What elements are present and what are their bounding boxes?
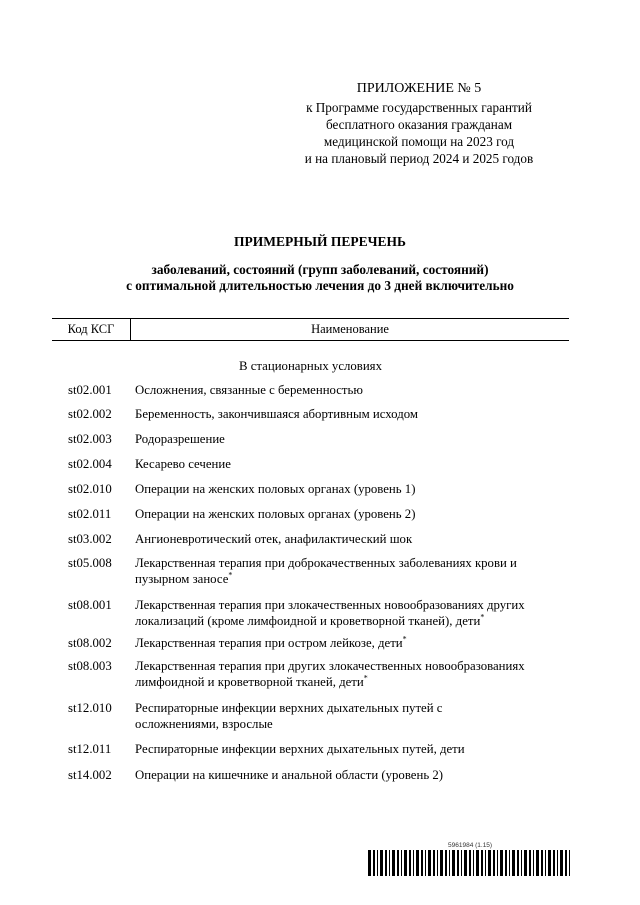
row-name-line: лимфоидной и кроветворной тканей, дети xyxy=(135,675,364,689)
row-name xyxy=(135,635,567,651)
row-name: Беременность, закончившаяся абортивным исходом xyxy=(135,407,418,421)
row-code: st03.002 xyxy=(68,532,112,546)
row-name: Кесарево сечение xyxy=(135,457,231,471)
row-code: st02.003 xyxy=(68,432,112,446)
footnote-mark: * xyxy=(402,634,407,644)
row-code: st08.003 xyxy=(68,659,112,673)
appendix-number: ПРИЛОЖЕНИЕ № 5 xyxy=(356,81,482,96)
row-name-line: осложнениями, взрослые xyxy=(135,717,273,731)
barcode-caption: 5961984 (1.15) xyxy=(448,842,493,849)
subtitle-line: с оптимальной длительностью лечения до 3 дней включительно xyxy=(126,278,514,293)
row-code: st02.002 xyxy=(68,407,112,421)
row-name xyxy=(135,658,567,690)
row-code: st08.001 xyxy=(68,598,112,612)
row-name: Родоразрешение xyxy=(135,432,225,446)
row-name: Ангионевротический отек, анафилактический шок xyxy=(135,532,413,546)
appendix-line: медицинской помощи на 2023 год xyxy=(323,134,515,149)
row-name: Осложнения, связанные с беременностью xyxy=(135,383,363,397)
row-name: Операции на женских половых органах (уровень 1) xyxy=(135,482,416,496)
row-code: st12.011 xyxy=(68,742,112,756)
barcode-image xyxy=(368,850,572,876)
row-code: st14.002 xyxy=(68,768,112,782)
row-code: st12.010 xyxy=(68,701,112,715)
row-name xyxy=(135,597,567,629)
row-code: st02.010 xyxy=(68,482,112,496)
column-header-code: Код КСГ xyxy=(52,319,131,340)
document-subtitle xyxy=(60,262,580,294)
row-code: st02.001 xyxy=(68,383,112,397)
appendix-line: бесплатного оказания гражданам xyxy=(325,117,513,132)
appendix-line: и на плановый период 2024 и 2025 годов xyxy=(304,151,534,166)
row-name-line: локализаций (кроме лимфоидной и кроветворной тканей), дети xyxy=(135,614,481,628)
document-title: ПРИМЕРНЫЙ ПЕРЕЧЕНЬ xyxy=(234,234,406,249)
section-heading: В стационарных условиях xyxy=(239,359,382,373)
row-code: st02.011 xyxy=(68,507,112,521)
appendix-header xyxy=(280,80,558,167)
footnote-mark: * xyxy=(480,612,485,622)
row-name: Операции на кишечнике и анальной области (уровень 2) xyxy=(135,768,444,782)
row-name-line: Лекарственная терапия при других злокачественных новообразованиях xyxy=(135,659,525,673)
row-name-line: Респираторные инфекции верхних дыхательных путей с xyxy=(135,701,443,715)
column-header-name: Наименование xyxy=(311,322,389,336)
appendix-line: к Программе государственных гарантий xyxy=(306,100,532,115)
row-name: Респираторные инфекции верхних дыхательных путей, дети xyxy=(135,742,465,756)
table-header xyxy=(52,318,569,341)
row-name: Операции на женских половых органах (уровень 2) xyxy=(135,507,416,521)
subtitle-line: заболеваний, состояний (групп заболеваний, состояний) xyxy=(151,262,489,277)
footnote-mark: * xyxy=(228,570,233,580)
row-code: st08.002 xyxy=(68,636,112,650)
row-code: st02.004 xyxy=(68,457,112,471)
row-name-line: Лекарственная терапия при злокачественных новообразованиях других xyxy=(135,598,525,612)
row-code: st05.008 xyxy=(68,556,112,570)
row-name xyxy=(135,555,567,587)
row-name-line: Лекарственная терапия при остром лейкозе, дети xyxy=(135,636,403,650)
row-name-line: Лекарственная терапия при доброкачественных заболеваниях крови и xyxy=(135,556,517,570)
row-name xyxy=(135,700,567,732)
footnote-mark: * xyxy=(363,673,368,683)
row-name-line: пузырном заносе xyxy=(135,572,229,586)
